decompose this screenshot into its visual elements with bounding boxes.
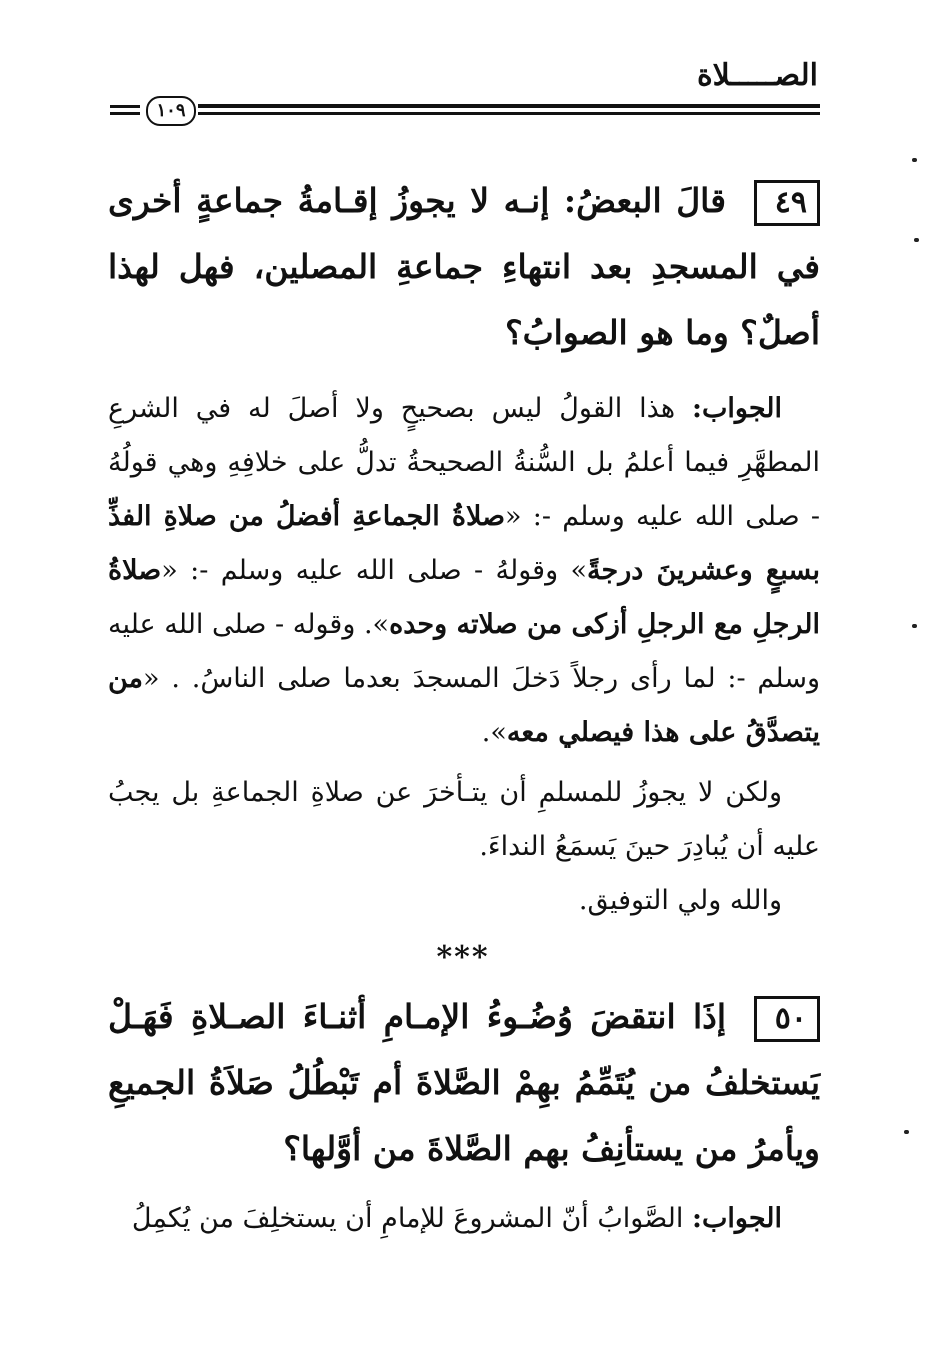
- header-rule: [110, 96, 820, 124]
- answer-49-closing: [108, 874, 820, 928]
- question-text: قالَ البعضُ: إنـه لا يجوزُ إقـامةُ جماعةٍ أخرى في المسجدِ بعد انتهاءِ جماعةِ المصلين، فهل لهذا أصلٌ؟ وما هو الصوابُ؟: [108, 181, 820, 352]
- margin-speck: [904, 1130, 909, 1134]
- question-number-box: ٥٠: [754, 996, 820, 1042]
- closing-text: والله ولي التوفيق.: [578, 885, 782, 916]
- answer-lead: الجواب:: [692, 1203, 782, 1234]
- answer-49-paragraph-2: [108, 766, 820, 874]
- answer-50-paragraph: [108, 1192, 820, 1246]
- answer-49-paragraph-1: [108, 382, 820, 760]
- answer-text: » وقولهُ - صلى الله عليه وسلم -: «: [161, 555, 588, 586]
- answer-text: ». وقوله - صلى الله عليه وسلم -: لما رأى رجلاً دَخلَ المسجدَ بعدما صلى الناسُ. . «: [108, 609, 820, 694]
- margin-speck: [912, 158, 917, 162]
- margin-speck: [914, 238, 919, 242]
- question-text: إذَا انتقضَ وُضُـوءُ الإمـامِ أثنـاءَ الصـلاةِ فَهَـلْ يَستخلفُ من يُتَمِّمُ بهِمْ الصَّلاةَ أم تَبْطُلُ صَلاَةُ الجميعِ ويأمرُ من يستأنِفُ بهم الصَّلاةَ من أوَّلها؟: [108, 997, 820, 1168]
- running-title: الصـــــلاة: [696, 58, 818, 93]
- answer-lead: الجواب:: [691, 393, 782, 424]
- hadith-quote: صلاةُ الرجلِ مع الرجلِ أزكى من صلاته وحده: [108, 555, 821, 640]
- question-number-box: ٤٩: [754, 180, 820, 226]
- rule-line: [110, 112, 140, 115]
- section-separator: ***: [436, 940, 490, 975]
- answer-text: الصَّوابُ أنّ المشروعَ للإمامِ أن يستخلِفَ من يُكمِلُ: [131, 1203, 684, 1234]
- question-50: [108, 984, 820, 1182]
- answer-text: هذا القولُ ليس بصحيحٍ ولا أصلَ له في الشرعِ المطهَّرِ فيما أعلمُ بل السُّنةُ الصحيحةُ تدلُّ على خلافِهِ وهي قولُهُ - صلى الله عليه وسلم -: «: [108, 393, 820, 532]
- hadith-quote: صلاةُ الجماعةِ أفضلُ من صلاةِ الفذِّ بسبعٍ وعشرينَ درجةً: [108, 501, 820, 586]
- margin-speck: [912, 624, 917, 628]
- answer-text: ولكن لا يجوزُ للمسلمِ أن يتـأخرَ عن صلاةِ الجماعةِ بل يجبُ عليه أن يُبادِرَ حينَ يَسمَعُ النداءَ.: [108, 777, 820, 862]
- question-49: [108, 168, 820, 366]
- page-number: ١٠٩: [146, 96, 196, 126]
- hadith-quote: من يتصدَّقُ على هذا فيصلي معه: [108, 663, 820, 748]
- rule-line: [198, 112, 820, 115]
- rule-line: [198, 104, 820, 108]
- answer-text: ».: [481, 717, 507, 748]
- rule-line: [110, 105, 140, 108]
